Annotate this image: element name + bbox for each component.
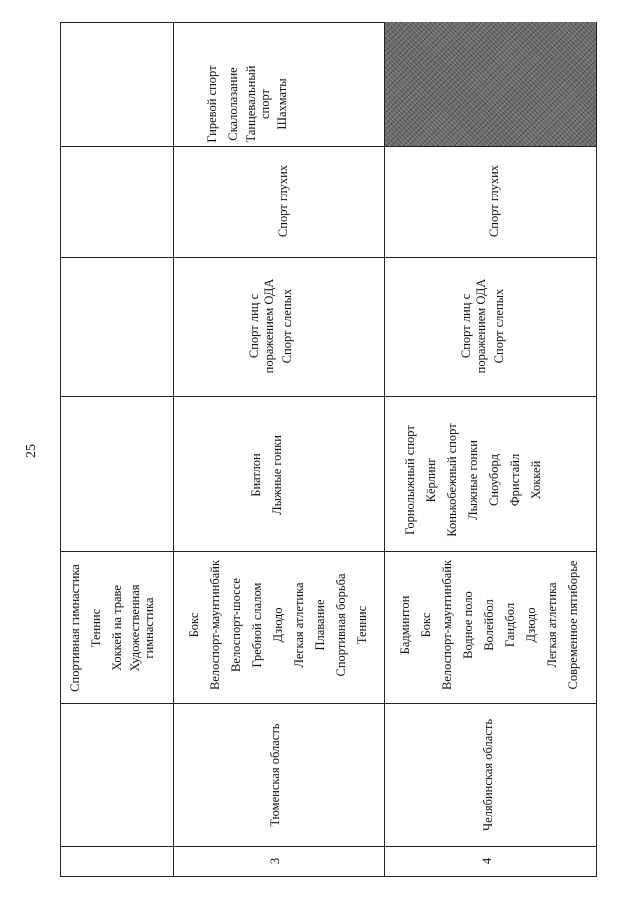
cell-deaf-sports: Спорт глухих [276,164,290,238]
cell-winter-sports: Биатлон Лыжные гонки [249,435,284,515]
cell-other-sports: Гиревой спорт Скалолазание Танцевальный спорт Шахматы [205,65,289,143]
cell-summer-sports: Спортивная гимнастика Теннис Хоккей на траве Художественная гимнастика [68,564,156,692]
table-border-bottom [60,876,597,877]
cell-deaf-sports: Спорт глухих [487,164,501,238]
shaded-cell [385,22,596,146]
cell-summer-sports: Бокс Велоспорт-маунтинбайк Велоспорт-шоссе Гребной слалом Дзюдо Легкая атлетика Плавание Спортивная борьба Теннис [187,559,369,691]
cell-region: Тюменская область [268,723,282,827]
row-separator [384,22,385,877]
cell-oda-sports: Спорт лиц с поражением ОДА Спорт слепых [459,278,506,374]
column-separator [60,257,597,258]
row-separator [173,22,174,877]
page-number: 25 [24,444,39,458]
table-border-left [60,22,61,877]
cell-region: Челябинская область [481,718,495,832]
table-border-right [596,22,597,877]
cell-summer-sports: Бадминтон Бокс Велоспорт-маунтинбайк Водное поло Волейбол Гандбол Дзюдо Легкая атлетика Современное пятиборье [398,559,580,691]
cell-row-number: 4 [480,857,494,865]
column-separator [60,846,597,847]
column-separator [60,146,597,147]
cell-row-number: 3 [268,857,282,865]
cell-winter-sports: Горнолыжный спорт Кёрлинг Конькобежный спорт Лыжные гонки Сноуборд Фристайл Хоккей [403,423,543,537]
column-separator [60,396,597,397]
cell-oda-sports: Спорт лиц с поражением ОДА Спорт слепых [247,278,294,374]
